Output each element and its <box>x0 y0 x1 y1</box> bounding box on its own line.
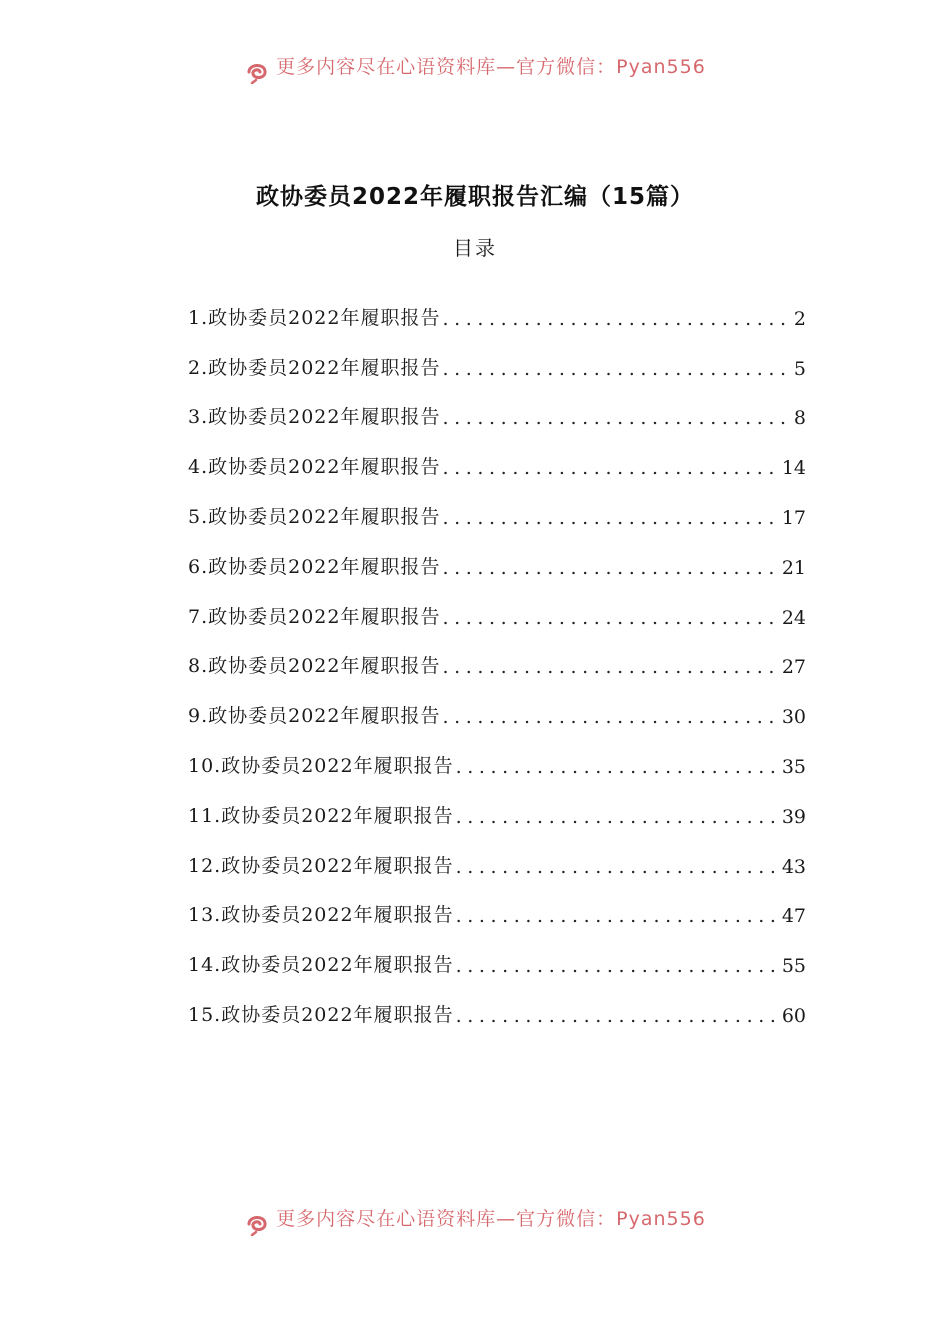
toc-entry[interactable] <box>188 878 806 928</box>
toc-heading: 目录 <box>453 236 497 260</box>
toc-entry[interactable] <box>188 479 806 529</box>
toc-page-number: 39 <box>781 805 806 828</box>
toc-entry[interactable] <box>188 380 806 430</box>
toc-page-number: 8 <box>793 407 806 430</box>
toc-entry[interactable] <box>188 629 806 679</box>
toc-entry-title: 12.政协委员2022年履职报告 <box>188 854 454 877</box>
toc-entry[interactable] <box>188 579 806 629</box>
toc-entry[interactable] <box>188 529 806 579</box>
toc-entry-title: 2.政协委员2022年履职报告 <box>188 356 441 379</box>
toc-leader-dots <box>440 308 791 330</box>
toc-page-number: 24 <box>781 606 806 629</box>
toc-page-number: 47 <box>781 905 806 928</box>
toc-entry-title: 13.政协委员2022年履职报告 <box>188 904 454 927</box>
toc-leader-dots <box>440 358 791 380</box>
toc-entry-title: 8.政协委员2022年履职报告 <box>188 655 441 678</box>
toc-page-number: 30 <box>781 706 806 729</box>
toc-entry[interactable] <box>188 728 806 778</box>
toc-page-number: 17 <box>781 506 806 529</box>
toc-leader-dots <box>440 507 779 529</box>
toc-leader-dots <box>440 557 779 579</box>
toc-leader-dots <box>454 905 780 927</box>
document-title: 政协委员2022年履职报告汇编（15篇） <box>255 184 695 210</box>
footer-watermark <box>0 1208 950 1238</box>
toc-entry-title: 10.政协委员2022年履职报告 <box>188 754 454 777</box>
toc-page-number: 27 <box>781 656 806 679</box>
watermark-text: 更多内容尽在心语资料库—官方微信：Pyan556 <box>276 56 706 78</box>
toc-page-number: 55 <box>781 955 806 978</box>
toc-entry[interactable] <box>188 778 806 828</box>
toc-entry[interactable] <box>188 280 806 330</box>
toc-page-number: 2 <box>793 307 806 330</box>
toc-leader-dots <box>440 607 779 629</box>
toc-entry-title: 6.政协委员2022年履职报告 <box>188 555 441 578</box>
toc-leader-dots <box>454 806 780 828</box>
toc-entry-title: 7.政协委员2022年履职报告 <box>188 605 441 628</box>
toc-leader-dots <box>454 756 780 778</box>
toc-leader-dots <box>440 457 779 479</box>
toc-page-number: 5 <box>793 357 806 380</box>
toc-entry-title: 3.政协委员2022年履职报告 <box>188 406 441 429</box>
table-of-contents <box>188 280 806 1027</box>
toc-leader-dots <box>454 1005 780 1027</box>
toc-entry-title: 15.政协委员2022年履职报告 <box>188 1003 454 1026</box>
toc-entry[interactable] <box>188 828 806 878</box>
toc-entry[interactable] <box>188 927 806 977</box>
toc-leader-dots <box>454 856 780 878</box>
toc-entry-title: 14.政协委员2022年履职报告 <box>188 954 454 977</box>
toc-entry[interactable] <box>188 977 806 1027</box>
toc-leader-dots <box>454 955 780 977</box>
toc-page-number: 21 <box>781 556 806 579</box>
toc-page-number: 60 <box>781 1004 806 1027</box>
toc-leader-dots <box>440 656 779 678</box>
header-watermark <box>0 56 950 86</box>
toc-entry-title: 1.政协委员2022年履职报告 <box>188 306 441 329</box>
spiral-logo-icon <box>244 58 270 84</box>
toc-leader-dots <box>440 706 779 728</box>
toc-entry[interactable] <box>188 429 806 479</box>
toc-page-number: 14 <box>781 457 806 480</box>
toc-page-number: 43 <box>781 855 806 878</box>
toc-entry[interactable] <box>188 678 806 728</box>
toc-entry-title: 9.政协委员2022年履职报告 <box>188 705 441 728</box>
toc-entry-title: 4.政协委员2022年履职报告 <box>188 456 441 479</box>
toc-page-number: 35 <box>781 755 806 778</box>
watermark-text: 更多内容尽在心语资料库—官方微信：Pyan556 <box>276 1208 706 1230</box>
spiral-logo-icon <box>244 1210 270 1236</box>
toc-entry-title: 5.政协委员2022年履职报告 <box>188 505 441 528</box>
toc-entry-title: 11.政协委员2022年履职报告 <box>188 804 454 827</box>
toc-entry[interactable] <box>188 330 806 380</box>
toc-leader-dots <box>440 407 791 429</box>
